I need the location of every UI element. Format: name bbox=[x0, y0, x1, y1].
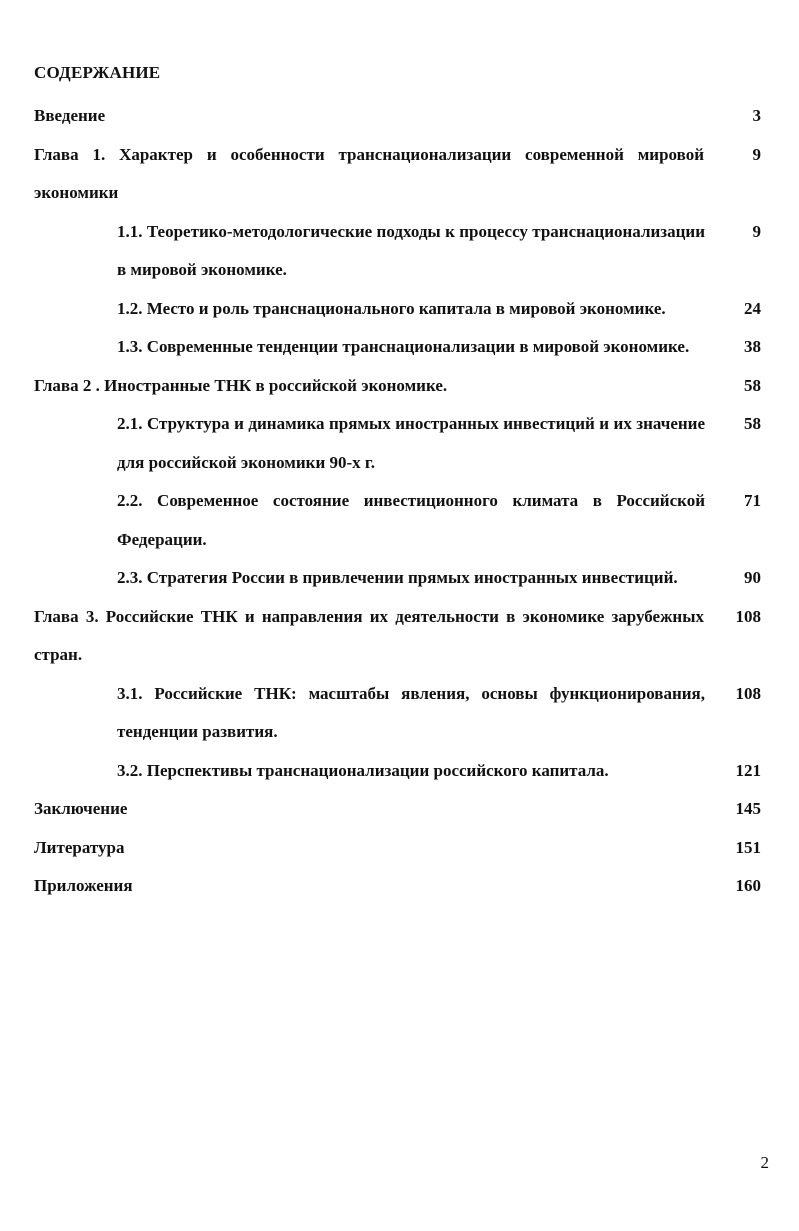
toc-entry-page: 151 bbox=[735, 837, 761, 857]
page-title: СОДЕРЖАНИЕ bbox=[34, 63, 161, 82]
toc-entry-text: 1.2. Место и роль транснационального капитала в мировой экономике. bbox=[117, 298, 666, 318]
toc-entry bbox=[0, 598, 799, 675]
toc-entry-page: 145 bbox=[735, 799, 761, 818]
toc-entry bbox=[0, 136, 799, 213]
toc-entry-page: 90 bbox=[744, 568, 761, 587]
toc-entry-text: 1.1. Теоретико-методологические подходы к процессу транснационализации в мировой экономике. bbox=[117, 221, 705, 279]
toc-entry bbox=[0, 213, 799, 290]
toc-entry-text: Глава 2 . Иностранные ТНК в российской экономике. bbox=[34, 375, 448, 395]
toc-entry bbox=[0, 752, 799, 791]
toc-entry bbox=[0, 290, 799, 329]
toc-entry-text: Литература bbox=[34, 837, 125, 857]
toc-entry-page: 58 bbox=[744, 375, 761, 395]
toc-entry-text: 2.2. Современное состояние инвестиционного климата в Российской Федерации. bbox=[117, 491, 705, 549]
toc-entry bbox=[0, 867, 799, 906]
toc-entry bbox=[0, 328, 799, 367]
toc-entry bbox=[0, 829, 799, 868]
toc-entry bbox=[0, 559, 799, 598]
toc-entry-text: Приложения bbox=[34, 876, 133, 895]
toc-entry-text: Введение bbox=[34, 106, 106, 125]
toc-entry-page: 121 bbox=[735, 760, 761, 780]
toc-entry-text: 2.3. Стратегия России в привлечении прямых иностранных инвестиций. bbox=[117, 568, 678, 587]
page-number: 2 bbox=[760, 1153, 769, 1172]
toc-entry bbox=[0, 482, 799, 559]
toc-entry bbox=[0, 367, 799, 406]
toc-entry-page: 9 bbox=[752, 221, 761, 241]
toc-entry-page: 24 bbox=[744, 298, 761, 318]
toc-entry-text: Глава 1. Характер и особенности транснационализации современной мировой экономики bbox=[34, 144, 704, 202]
toc-entry-text: 3.1. Российские ТНК: масштабы явления, основы функционирования, тенденции развития. bbox=[117, 683, 705, 741]
toc-entry bbox=[0, 675, 799, 752]
toc-entry-page: 38 bbox=[744, 337, 761, 356]
toc-entry bbox=[0, 790, 799, 829]
toc-entry-text: 2.1. Структура и динамика прямых иностранных инвестиций и их значение для российской экономики 90-х г. bbox=[117, 414, 705, 472]
toc-entry-text: 1.3. Современные тенденции транснационализации в мировой экономике. bbox=[117, 337, 690, 356]
toc-entry-page: 71 bbox=[744, 491, 761, 510]
toc-entry-page: 160 bbox=[735, 876, 761, 895]
toc-entry bbox=[0, 97, 799, 136]
toc-entry-page: 108 bbox=[735, 683, 761, 703]
toc-entry bbox=[0, 405, 799, 482]
toc-entry-page: 58 bbox=[744, 414, 761, 433]
toc-entry-page: 108 bbox=[735, 606, 761, 626]
toc-entry-text: Заключение bbox=[34, 799, 128, 818]
toc-entry-text: 3.2. Перспективы транснационализации российского капитала. bbox=[117, 760, 609, 780]
toc-entry-text: Глава 3. Российские ТНК и направления их деятельности в экономике зарубежных стран. bbox=[34, 606, 704, 664]
toc-entry-page: 3 bbox=[752, 106, 761, 125]
table-of-contents bbox=[0, 97, 799, 906]
toc-entry-page: 9 bbox=[752, 144, 761, 164]
